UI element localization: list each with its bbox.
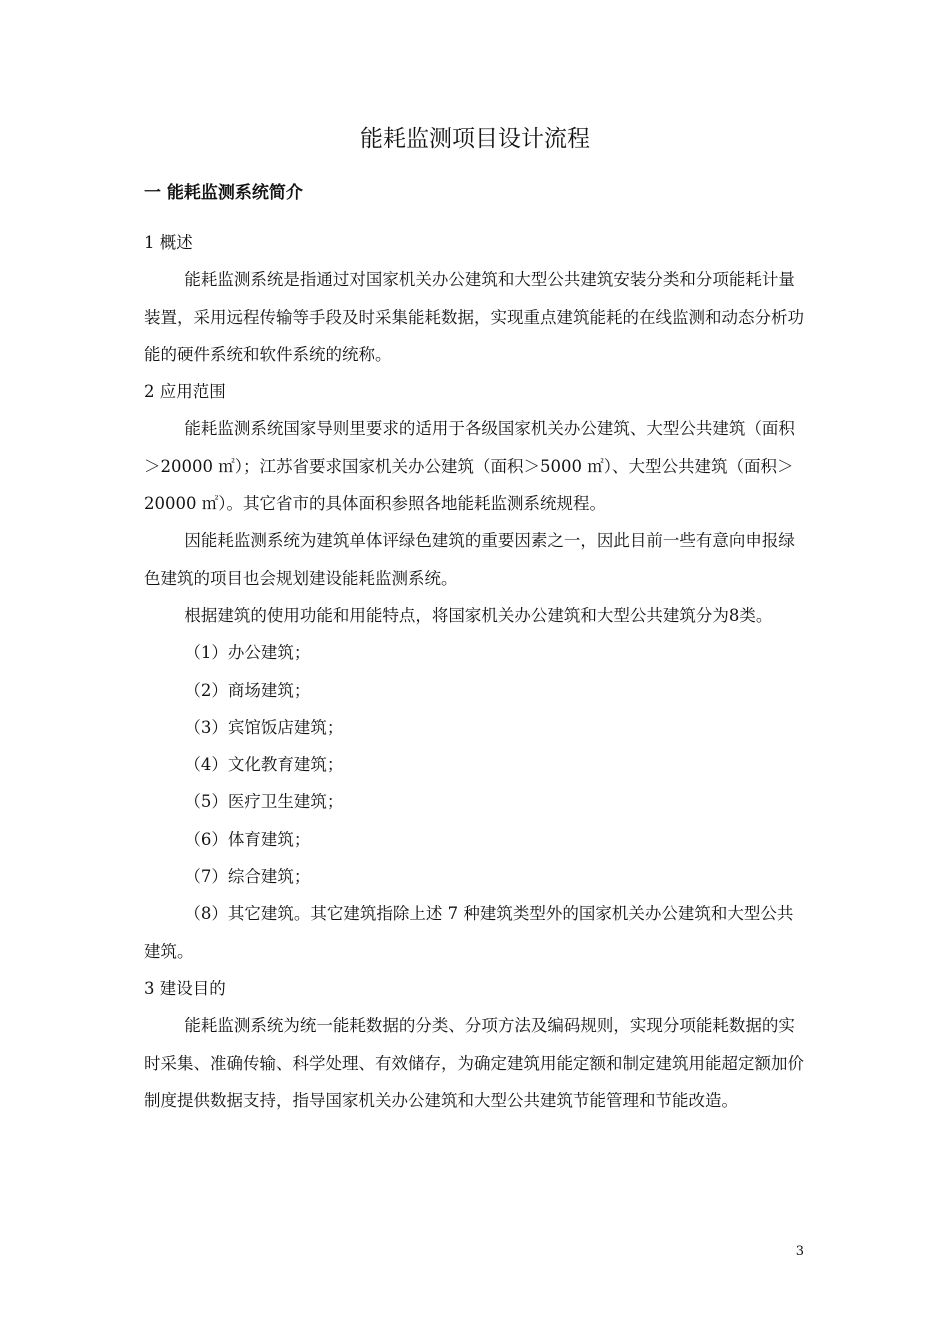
overview-paragraph: 能耗监测系统是指通过对国家机关办公建筑和大型公共建筑安装分类和分项能耗计量装置，采用远程传输等手段及时采集能耗数据，实现重点建筑能耗的在线监测和动态分析功能的硬件系统和软件系统的统称。 (144, 270, 804, 364)
scope-paragraph: 根据建筑的使用功能和用能特点，将国家机关办公建筑和大型公共建筑分为8类。 (184, 605, 773, 625)
category-list-item: （6）体育建筑； (184, 829, 311, 849)
category-list-item: （4）文化教育建筑； (184, 755, 344, 775)
section-heading: 一 能耗监测系统简介 (144, 183, 303, 203)
category-list-item: （2）商场建筑； (184, 680, 311, 700)
subsection-heading-purpose: 3 建设目的 (144, 978, 226, 998)
category-list-item: （5）医疗卫生建筑； (184, 792, 344, 812)
category-list-item: （7）综合建筑； (184, 867, 311, 887)
subsection-heading-overview: 1 概述 (144, 233, 193, 252)
purpose-paragraph: 能耗监测系统为统一能耗数据的分类、分项方法及编码规则，实现分项能耗数据的实时采集、准确传输、科学处理、有效储存，为确定建筑用能定额和制定建筑用能超定额加价制度提供数据支持，指导国家机关办公建筑和大型公共建筑节能管理和节能改造。 (144, 1016, 804, 1110)
scope-paragraph: 能耗监测系统国家导则里要求的适用于各级国家机关办公建筑、大型公共建筑（面积＞20000 ㎡）；江苏省要求国家机关办公建筑（面积＞5000 ㎡）、大型公共建筑（面积＞20000 ㎡）。其它省市的具体面积参照各地能耗监测系统规程。 (144, 419, 795, 514)
category-list-item: （3）宾馆饭店建筑； (184, 717, 344, 737)
page-number: 3 (795, 1244, 804, 1259)
category-list-item: （1）办公建筑； (184, 643, 311, 663)
subsection-heading-scope: 2 应用范围 (144, 382, 226, 402)
scope-paragraph: 因能耗监测系统为建筑单体评绿色建筑的重要因素之一，因此目前一些有意向申报绿色建筑的项目也会规划建设能耗监测系统。 (144, 531, 795, 588)
document-title: 能耗监测项目设计流程 (360, 126, 590, 152)
category-list-item-other: （8）其它建筑。其它建筑指除上述 7 种建筑类型外的国家机关办公建筑和大型公共建筑。 (144, 904, 794, 961)
document-body (144, 224, 806, 1119)
